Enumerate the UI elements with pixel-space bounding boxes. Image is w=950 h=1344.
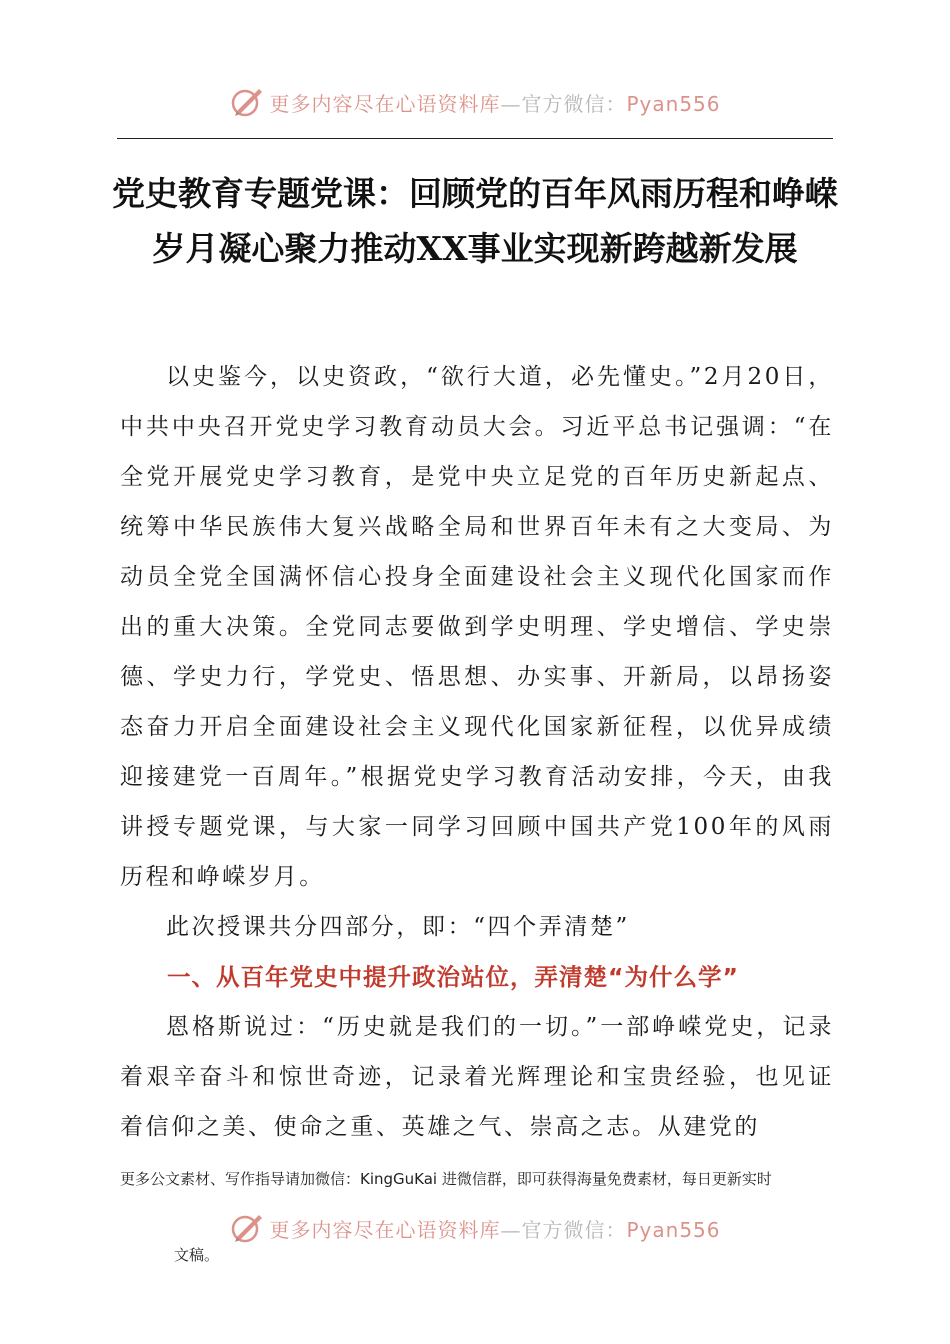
watermark-id: Pyan556 — [626, 1217, 721, 1242]
header-divider — [117, 138, 833, 139]
header-watermark — [0, 82, 950, 122]
pen-logo-icon — [229, 85, 265, 119]
document-body — [120, 352, 834, 1152]
document-title: 党史教育专题党课：回顾党的百年风雨历程和峥嵘岁月凝心聚力推动XX事业实现新跨越新发展 — [112, 174, 838, 268]
section-heading: 一、从百年党史中提升政治站位，弄清楚“为什么学” — [167, 963, 739, 991]
watermark-id: Pyan556 — [626, 91, 721, 116]
watermark-brand: 更多内容尽在心语资料库 — [269, 91, 501, 116]
watermark-separator: — — [500, 1217, 522, 1242]
footer-note-tail: 文稿。 — [174, 1246, 220, 1264]
paragraph: 此次授课共分四部分，即：“四个弄清楚” — [166, 914, 630, 940]
paragraph: 以史鉴今，以史资政，“欲行大道，必先懂史。”2月20日，中共中央召开党史学习教育动员大会。习近平总书记强调：“在全党开展党史学习教育，是党中央立足党的百年历史新起点、统筹中华民族伟大复兴战略全局和世界百年未有之大变局、为动员全党全国满怀信心投身全面建设社会主义现代化国家而作出的重大决策。全党同志要做到学史明理、学史增信、学史崇德、学史力行，学党史、悟思想、办实事、开新局，以昂扬姿态奋力开启全面建设社会主义现代化国家新征程，以优异成绩迎接建党一百周年。”根据党史学习教育活动安排，今天，由我讲授专题党课，与大家一同学习回顾中国共产党100年的风雨历程和峥嵘岁月。 — [120, 364, 834, 890]
watermark-brand: 更多内容尽在心语资料库 — [269, 1217, 501, 1242]
watermark-label: 官方微信： — [521, 1217, 627, 1242]
footer-watermark — [0, 1208, 950, 1248]
watermark-label: 官方微信： — [521, 91, 627, 116]
watermark-separator: — — [500, 91, 522, 116]
footer-note: 更多公文素材、写作指导请加微信：KingGuKai 进微信群，即可获得海量免费素材，每日更新实时 — [120, 1170, 772, 1188]
paragraph: 恩格斯说过：“历史就是我们的一切。”一部峥嵘党史，记录着艰辛奋斗和惊世奇迹，记录着光辉理论和宝贵经验，也见证着信仰之美、使命之重、英雄之气、崇高之志。从建党的 — [120, 1014, 834, 1140]
pen-logo-icon — [229, 1211, 265, 1245]
